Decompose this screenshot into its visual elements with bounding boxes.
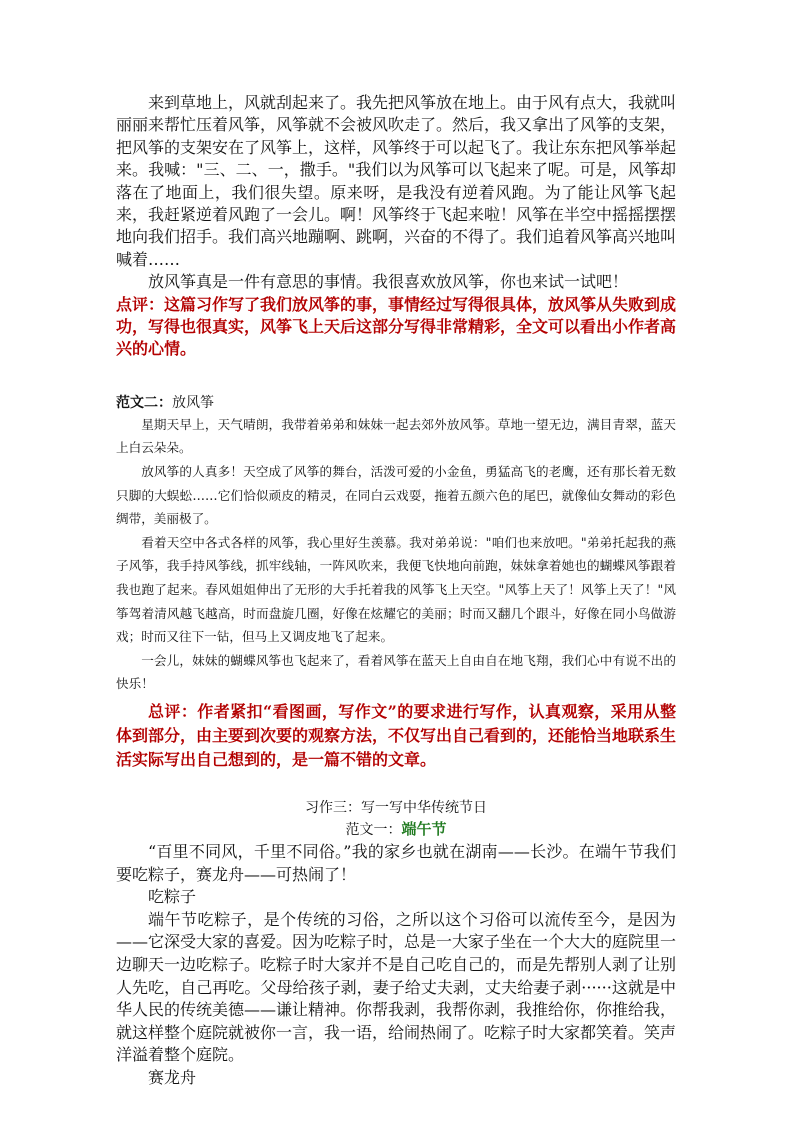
essay-paragraph: 一会儿，妹妹的蝴蝶风筝也飞起来了，看着风筝在蓝天上自由自在地飞翔，我们心中有说不出的快乐！	[116, 652, 676, 692]
section-three-title: 习作三：写一写中华传统节日	[305, 800, 487, 816]
essay-paragraph: 端午节吃粽子，是个传统的习俗，之所以这个习俗可以流传至今，是因为——它深受大家的喜爱。因为吃粽子时，总是一大家子坐在一个大大的庭院里一边聊天一边吃粽子。吃粽子时大家并不是自己吃自己的，而是先帮别人剥了让别人先吃，自己再吃。父母给孩子剥，妻子给丈夫剥，丈夫给妻子剥······这就是中华人民的传统美德——谦让精神。你帮我剥，我帮你剥，我推给你，你推给我，就这样整个庭院就被你一言，我一语，给闹热闹了。吃粽子时大家都笑着。笑声洋溢着整个庭院。	[116, 909, 677, 1065]
essay-paragraph: “百里不同风，千里不同俗。”我的家乡也就在湖南——长沙。在端午节我们要吃粽子，赛龙舟——可热闹了！	[116, 842, 676, 884]
subheading-dragon-boat: 赛龙舟	[148, 1067, 197, 1087]
comment-text: 点评：这篇习作写了我们放风筝的事，事情经过写得很具体，放风筝从失败到成功，写得也很真实，风筝飞上天后这部分写得非常精彩，全文可以看出小作者高兴的心情。	[116, 294, 677, 359]
essay-two-section	[116, 413, 676, 772]
essay-three-label: 范文一：	[345, 822, 402, 838]
essay-one-section	[116, 92, 676, 361]
essay-paragraph: 放风筝的人真多！天空成了风筝的舞台，活泼可爱的小金鱼，勇猛高飞的老鹰，还有那长着无数只脚的大蜈蚣……它们恰似顽皮的精灵，在同白云戏耍，拖着五颜六色的尾巴，就像仙女舞动的彩色绸带，美丽极了。	[116, 464, 676, 527]
essay-three-heading	[116, 818, 676, 841]
summary-comment: 总评：作者紧扣“看图画，写作文”的要求进行写作，认真观察，采用从整体到部分，由主要到次要的观察方法，不仅写出自己看到的，还能恰当地联系生活实际写出自己想到的，是一篇不错的文章。	[116, 702, 677, 769]
essay-three-title: 端午节	[401, 820, 447, 838]
essay-two-title: 放风筝	[172, 394, 214, 411]
essay-paragraph: 来到草地上，风就刮起来了。我先把风筝放在地上。由于风有点大，我就叫丽丽来帮忙压着风筝，风筝就不会被风吹走了。然后，我又拿出了风筝的支架，把风筝的支架安在了风筝上，这样，风筝终于可以起飞了。我让东东把风筝举起来。我喊："三、二、一，撒手。"我们以为风筝可以飞起来了呢。可是，风筝却落在了地面上，我们很失望。原来呀，是我没有逆着风跑。为了能让风筝飞起来，我赶紧逆着风跑了一会儿。啊！风筝终于飞起来啦！风筝在半空中摇摇摆摆地向我们招手。我们高兴地蹦啊、跳啊，兴奋的不得了。我们追着风筝高兴地叫喊着……	[116, 93, 677, 269]
subheading-zongzi: 吃粽子	[148, 887, 197, 907]
essay-two-heading	[116, 393, 676, 413]
document-page	[116, 92, 676, 1090]
essay-three-section	[116, 841, 676, 1090]
essay-paragraph: 星期天早上，天气晴朗，我带着弟弟和妹妹一起去郊外放风筝。草地一望无边，满目青翠，蓝天上白云朵朵。	[116, 416, 676, 456]
essay-two-label: 范文二：	[116, 394, 172, 411]
essay-paragraph: 放风筝真是一件有意思的事情。我很喜欢放风筝，你也来试一试吧！	[148, 272, 629, 292]
essay-paragraph: 看着天空中各式各样的风筝，我心里好生羡慕。我对弟弟说："咱们也来放吧。"弟弟托起我的燕子风筝，我手持风筝线，抓牢线轴，一阵风吹来，我便飞快地向前跑，妹妹拿着她也的蝴蝶风筝跟着我也跑了起来。春风姐姐伸出了无形的大手托着我的风筝飞上天空。"风筝上天了！风筝上天了！"风筝驾着清风越飞越高，时而盘旋几圈，好像在炫耀它的美丽；时而又翻几个跟斗，好像在同小鸟做游戏；时而又往下一钻，但马上又调皮地飞了起来。	[116, 534, 676, 645]
